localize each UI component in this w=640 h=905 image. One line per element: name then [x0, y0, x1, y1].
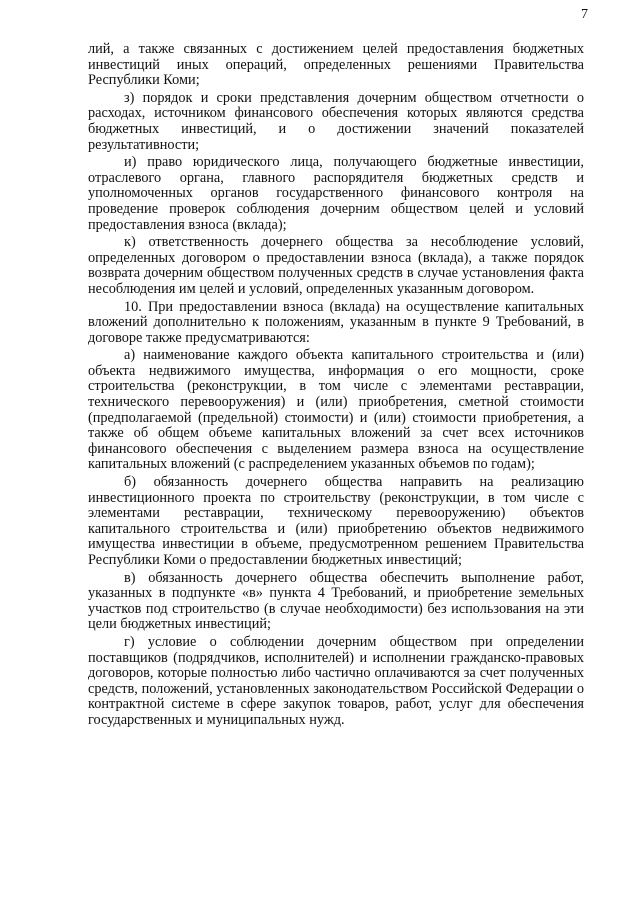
paragraph-item-z: з) порядок и сроки представления дочерним обществом отчетности о расходах, источником финансового обеспечения которых являются средства бюджетных инвестиций, и о достижении значений показателей результативности;: [88, 89, 584, 153]
paragraph-item-a: а) наименование каждого объекта капитального строительства и (или) объекта недвижимого имущества, информация о его мощности, сроке строительства (реконструкции, в том числе с элементами реставрации, технического перевооружения) и (или) приобретения, сметной стоимости (предполагаемой (предельной) стоимости) и (или) стоимости приобретения, а также об общем объеме капитальных вложений за счет всех источников финансового обеспечения с выделением размера взноса на осуществление капитальных вложений (с распределением указанных объемов по годам);: [88, 347, 584, 473]
paragraph-continuation: лий, а также связанных с достижением целей предоставления бюджетных инвестиций иных операций, определенных решениями Правительства Республики Коми;: [88, 41, 584, 89]
paragraph-item-k: к) ответственность дочернего общества за несоблюдение условий, определенных договором о предоставлении взноса (вклада), а также порядок возврата дочерним обществом полученных средств в случае установления факта несоблюдения им целей и условий, определенных указанным договором.: [88, 234, 584, 297]
page-number: 7: [581, 7, 588, 22]
paragraph-item-i: и) право юридического лица, получающего бюджетные инвестиции, отраслевого органа, главного распорядителя бюджетных средств и уполномоченных органов государственного финансового контроля на проведение проверок соблюдения дочерним обществом целей и условий предоставления взноса (вклада);: [88, 154, 584, 233]
document-body: [88, 42, 584, 731]
paragraph-item-b: б) обязанность дочернего общества направить на реализацию инвестиционного проекта по строительству (реконструкции, в том числе с элементами реставрации, техническому перевооружению) объектов капитального строительства и (или) приобретению объектов недвижимого имущества инвестиции в объеме, предусмотренном решением Правительства Республики Коми о предоставлении бюджетных инвестиций;: [88, 474, 584, 568]
paragraph-item-v: в) обязанность дочернего общества обеспечить выполнение работ, указанных в подпункте «в» пункта 4 Требований, и приобретение земельных участков под строительство (в случае необходимости) без использования на эти цели бюджетных инвестиций;: [88, 569, 584, 633]
paragraph-item-g: г) условие о соблюдении дочерним обществом при определении поставщиков (подрядчиков, исполнителей) и исполнении гражданско-правовых договоров, которые полностью либо частично оплачиваются за счет полученных средств, положений, установленных законодательством Российской Федерации о контрактной системе в сфере закупок товаров, работ, услуг для обеспечения государственных и муниципальных нужд.: [88, 633, 584, 728]
paragraph-point-10: 10. При предоставлении взноса (вклада) на осуществление капитальных вложений дополнительно к положениям, указанным в пункте 9 Требований, в договоре также предусматриваются:: [88, 298, 584, 346]
